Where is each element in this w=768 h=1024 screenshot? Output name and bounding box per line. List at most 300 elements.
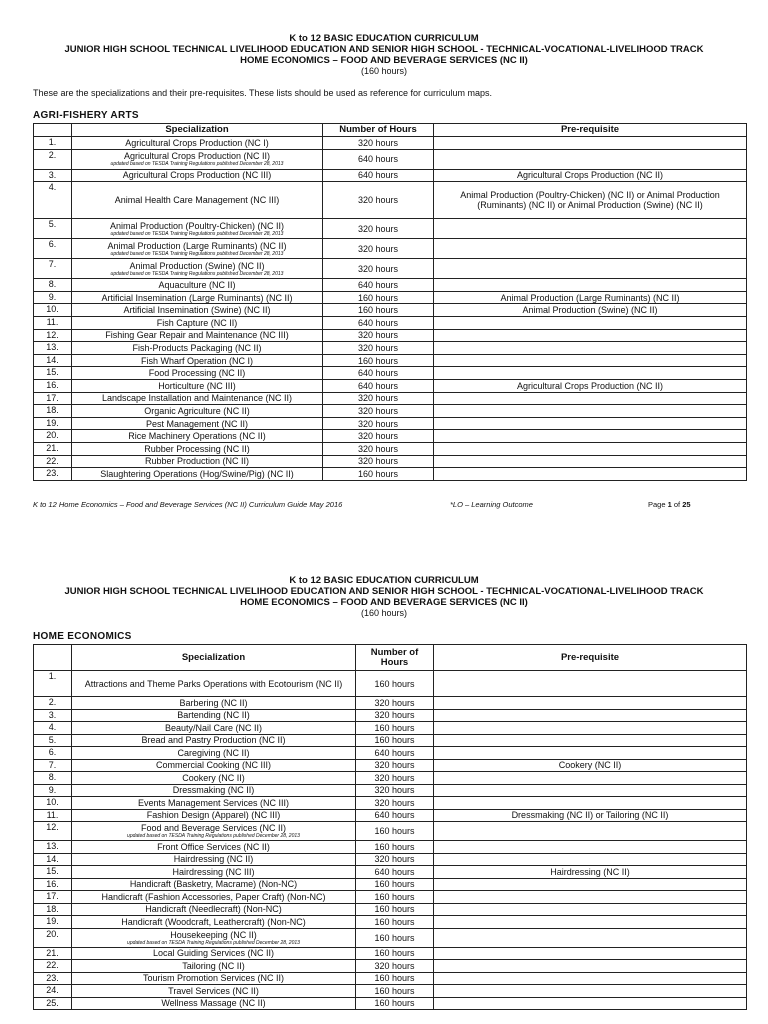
table-row <box>34 891 747 904</box>
prerequisite-cell <box>434 985 747 998</box>
prerequisite-cell <box>434 697 747 710</box>
row-number: 24. <box>34 985 72 998</box>
table-row <box>34 259 747 279</box>
prerequisite-cell: Agricultural Crops Production (NC II) <box>434 379 747 392</box>
prerequisite-cell <box>434 822 747 841</box>
specialization-cell <box>72 916 356 929</box>
specialization-cell <box>72 367 323 380</box>
specialization-name: Agricultural Crops Production (NC III) <box>122 170 272 181</box>
hours-cell: 160 hours <box>356 985 434 998</box>
hours-cell: 160 hours <box>356 947 434 960</box>
table-row <box>34 916 747 929</box>
specialization-name: Bartending (NC II) <box>177 710 250 721</box>
table-row <box>34 985 747 998</box>
specialization-cell <box>72 259 323 279</box>
prerequisite-cell <box>434 671 747 697</box>
hours-cell: 320 hours <box>356 772 434 785</box>
row-number: 3. <box>34 169 72 182</box>
specialization-cell <box>72 878 356 891</box>
table-row <box>34 772 747 785</box>
specialization-cell <box>72 797 356 810</box>
row-number: 19. <box>34 916 72 929</box>
hours-cell: 320 hours <box>323 239 434 259</box>
hours-cell: 320 hours <box>323 342 434 355</box>
hours-cell: 640 hours <box>323 149 434 169</box>
hours-cell: 320 hours <box>323 259 434 279</box>
table-row <box>34 430 747 443</box>
specialization-cell <box>72 149 323 169</box>
specialization-cell <box>72 405 323 418</box>
prerequisite-cell <box>434 878 747 891</box>
specialization-name: Pest Management (NC II) <box>145 418 249 429</box>
table-row <box>34 169 747 182</box>
update-note: updated based on TESDA Training Regulations published December 28, 2013 <box>127 833 300 839</box>
table-row <box>34 149 747 169</box>
row-number: 6. <box>34 239 72 259</box>
specialization-cell <box>72 759 356 772</box>
hours-cell: 320 hours <box>356 697 434 710</box>
header-line-1: K to 12 BASIC EDUCATION CURRICULUM <box>289 33 479 44</box>
table-row <box>34 329 747 342</box>
row-number: 10. <box>34 797 72 810</box>
header-line-2: JUNIOR HIGH SCHOOL TECHNICAL LIVELIHOOD EDUCATION AND SENIOR HIGH SCHOOL - TECHNICAL-VOCATIONAL-LIVELIHOOD TRACK <box>64 44 704 55</box>
prerequisite-cell: Animal Production (Large Ruminants) (NC II) <box>434 291 747 304</box>
specialization-cell <box>72 169 323 182</box>
table-row <box>34 822 747 841</box>
table-row <box>34 291 747 304</box>
table-row <box>34 734 747 747</box>
specialization-name: Commercial Cooking (NC III) <box>155 760 272 771</box>
specialization-name: Caregiving (NC II) <box>177 747 250 758</box>
row-number: 1. <box>34 671 72 697</box>
col-header-prerequisite: Pre-requisite <box>434 124 747 137</box>
prerequisite-cell <box>434 392 747 405</box>
prerequisite-cell <box>434 468 747 481</box>
of-word: of <box>671 500 683 509</box>
row-number: 6. <box>34 747 72 760</box>
prerequisite-cell <box>434 329 747 342</box>
hours-cell: 160 hours <box>356 916 434 929</box>
specialization-name: Agricultural Crops Production (NC I) <box>125 137 269 148</box>
prerequisite-cell <box>434 903 747 916</box>
row-number: 9. <box>34 784 72 797</box>
specialization-cell <box>72 809 356 822</box>
specialization-name: Animal Production (Swine) (NC II) <box>129 260 265 271</box>
prerequisite-cell <box>434 853 747 866</box>
specialization-cell <box>72 442 323 455</box>
specialization-name: Fashion Design (Apparel) (NC III) <box>146 810 281 821</box>
prerequisite-cell: Cookery (NC II) <box>434 759 747 772</box>
table-row <box>34 809 747 822</box>
header-line-1: K to 12 BASIC EDUCATION CURRICULUM <box>289 575 479 586</box>
specialization-name: Handicraft (Fashion Accessories, Paper Craft) (Non-NC) <box>101 891 326 902</box>
specialization-name: Slaughtering Operations (Hog/Swine/Pig) (NC II) <box>100 468 294 479</box>
prerequisite-cell <box>434 891 747 904</box>
col-header-hours: Number of Hours <box>323 124 434 137</box>
row-number: 9. <box>34 291 72 304</box>
specialization-name: Horticulture (NC III) <box>158 380 236 391</box>
specialization-name: Animal Production (Large Ruminants) (NC II) <box>107 240 287 251</box>
hours-cell: 160 hours <box>356 997 434 1010</box>
hours-cell: 320 hours <box>323 392 434 405</box>
section-title-agri: AGRI-FISHERY ARTS <box>33 110 139 121</box>
table-row <box>34 442 747 455</box>
col-header-prerequisite: Pre-requisite <box>434 645 747 671</box>
row-number: 11. <box>34 316 72 329</box>
specialization-name: Tourism Promotion Services (NC II) <box>142 973 285 984</box>
specialization-name: Handicraft (Basketry, Macrame) (Non-NC) <box>129 879 298 890</box>
table-row <box>34 455 747 468</box>
specialization-cell <box>72 329 323 342</box>
prerequisite-cell: Dressmaking (NC II) or Tailoring (NC II) <box>434 809 747 822</box>
hours-cell: 320 hours <box>356 709 434 722</box>
specialization-cell <box>72 841 356 854</box>
prerequisite-cell <box>434 797 747 810</box>
prerequisite-cell <box>434 354 747 367</box>
prerequisite-cell <box>434 722 747 735</box>
specialization-cell <box>72 891 356 904</box>
hours-cell: 640 hours <box>323 367 434 380</box>
specialization-name: Attractions and Theme Parks Operations with Ecotourism (NC II) <box>84 678 343 689</box>
home-table <box>33 644 747 1010</box>
hours-cell: 160 hours <box>323 291 434 304</box>
prerequisite-cell <box>434 430 747 443</box>
hours-cell: 320 hours <box>323 417 434 430</box>
specialization-cell <box>72 279 323 292</box>
prerequisite-cell <box>434 405 747 418</box>
specialization-name: Fish Wharf Operation (NC I) <box>140 355 254 366</box>
specialization-cell <box>72 903 356 916</box>
hours-cell: 320 hours <box>356 960 434 973</box>
hours-cell: 320 hours <box>323 329 434 342</box>
row-number: 23. <box>34 972 72 985</box>
specialization-cell <box>72 734 356 747</box>
prerequisite-cell <box>434 239 747 259</box>
row-number: 22. <box>34 455 72 468</box>
table-row <box>34 841 747 854</box>
specialization-name: Cookery (NC II) <box>182 772 245 783</box>
table-row <box>34 279 747 292</box>
hours-cell: 640 hours <box>323 379 434 392</box>
hours-cell: 640 hours <box>323 279 434 292</box>
prerequisite-cell <box>434 772 747 785</box>
specialization-cell <box>72 985 356 998</box>
hours-cell: 160 hours <box>323 354 434 367</box>
table-row <box>34 367 747 380</box>
specialization-name: Events Management Services (NC III) <box>137 797 290 808</box>
hours-cell: 160 hours <box>356 841 434 854</box>
hours-cell: 320 hours <box>323 137 434 150</box>
footer-lo-note: *LO – Learning Outcome <box>450 500 533 509</box>
specialization-cell <box>72 354 323 367</box>
specialization-cell <box>72 379 323 392</box>
prerequisite-cell <box>434 960 747 973</box>
hours-cell: 160 hours <box>323 468 434 481</box>
specialization-name: Handicraft (Woodcraft, Leathercraft) (Non-NC) <box>121 916 306 927</box>
prerequisite-cell <box>434 342 747 355</box>
prerequisite-cell <box>434 784 747 797</box>
row-number: 18. <box>34 405 72 418</box>
specialization-cell <box>72 430 323 443</box>
prerequisite-cell <box>434 149 747 169</box>
table-row <box>34 316 747 329</box>
row-number: 1. <box>34 137 72 150</box>
table-row <box>34 903 747 916</box>
row-number: 5. <box>34 734 72 747</box>
hours-cell: 160 hours <box>356 822 434 841</box>
specialization-name: Aquaculture (NC II) <box>158 279 236 290</box>
header-line-3: HOME ECONOMICS – FOOD AND BEVERAGE SERVICES (NC II) <box>240 597 528 608</box>
footer-guide: K to 12 Home Economics – Food and Beverage Services (NC II) Curriculum Guide May 2016 <box>33 500 343 509</box>
table-row <box>34 671 747 697</box>
hours-cell: 320 hours <box>323 219 434 239</box>
specialization-name: Handicraft (Needlecraft) (Non-NC) <box>145 904 282 915</box>
prerequisite-cell <box>434 997 747 1010</box>
prerequisite-cell <box>434 709 747 722</box>
prerequisite-cell <box>434 259 747 279</box>
row-number: 22. <box>34 960 72 973</box>
row-number: 3. <box>34 709 72 722</box>
row-number: 16. <box>34 379 72 392</box>
prerequisite-cell: Agricultural Crops Production (NC II) <box>434 169 747 182</box>
update-note: updated based on TESDA Training Regulations published December 28, 2013 <box>110 250 284 257</box>
specialization-name: Hairdressing (NC II) <box>173 854 254 865</box>
specialization-cell <box>72 747 356 760</box>
table-row <box>34 239 747 259</box>
row-number: 12. <box>34 822 72 841</box>
table-row <box>34 304 747 317</box>
specialization-name: Artificial Insemination (Large Ruminants) (NC II) <box>101 292 293 303</box>
prerequisite-cell: Hairdressing (NC II) <box>434 866 747 879</box>
table-row <box>34 219 747 239</box>
table-row <box>34 379 747 392</box>
specialization-name: Food Processing (NC II) <box>148 368 246 379</box>
prerequisite-cell <box>434 734 747 747</box>
table-row <box>34 697 747 710</box>
specialization-name: Fishing Gear Repair and Maintenance (NC III) <box>105 330 289 341</box>
row-number: 10. <box>34 304 72 317</box>
hours-cell: 160 hours <box>356 671 434 697</box>
prerequisite-cell <box>434 442 747 455</box>
specialization-name: Animal Health Care Management (NC III) <box>114 195 280 206</box>
specialization-cell <box>72 671 356 697</box>
header-line-3: HOME ECONOMICS – FOOD AND BEVERAGE SERVICES (NC II) <box>240 55 528 66</box>
table-row <box>34 947 747 960</box>
row-number: 13. <box>34 841 72 854</box>
prerequisite-cell <box>434 928 747 947</box>
hours-cell: 320 hours <box>356 853 434 866</box>
hours-cell: 160 hours <box>356 734 434 747</box>
prerequisite-cell <box>434 137 747 150</box>
row-number: 4. <box>34 722 72 735</box>
specialization-cell <box>72 866 356 879</box>
hours-cell: 160 hours <box>323 304 434 317</box>
specialization-name: Rubber Production (NC II) <box>144 456 250 467</box>
table-row <box>34 392 747 405</box>
specialization-name: Local Guiding Services (NC II) <box>152 948 275 959</box>
row-number: 8. <box>34 279 72 292</box>
row-number: 18. <box>34 903 72 916</box>
col-header-num <box>34 124 72 137</box>
specialization-cell <box>72 928 356 947</box>
hours-cell: 160 hours <box>356 903 434 916</box>
specialization-cell <box>72 997 356 1010</box>
row-number: 21. <box>34 947 72 960</box>
row-number: 5. <box>34 219 72 239</box>
table-row <box>34 878 747 891</box>
prerequisite-cell <box>434 916 747 929</box>
specialization-cell <box>72 972 356 985</box>
row-number: 2. <box>34 697 72 710</box>
prerequisite-cell <box>434 417 747 430</box>
table-row <box>34 417 747 430</box>
specialization-name: Tailoring (NC II) <box>182 960 245 971</box>
row-number: 23. <box>34 468 72 481</box>
update-note: updated based on TESDA Training Regulations published December 28, 2013 <box>127 939 300 946</box>
specialization-name: Front Office Services (NC II) <box>157 841 270 852</box>
specialization-cell <box>72 392 323 405</box>
hours-cell: 160 hours <box>356 891 434 904</box>
prerequisite-cell <box>434 972 747 985</box>
prerequisite-cell: Animal Production (Poultry-Chicken) (NC II) or Animal Production (Ruminants) (NC II) or Animal Production (Swine) (NC II) <box>434 182 747 219</box>
specialization-cell <box>72 342 323 355</box>
specialization-name: Landscape Installation and Maintenance (NC II) <box>101 393 293 404</box>
table-row <box>34 797 747 810</box>
row-number: 11. <box>34 809 72 822</box>
specialization-name: Agricultural Crops Production (NC II) <box>123 151 271 162</box>
row-number: 25. <box>34 997 72 1010</box>
specialization-name: Beauty/Nail Care (NC II) <box>164 722 263 733</box>
specialization-cell <box>72 468 323 481</box>
specialization-name: Fish-Products Packaging (NC II) <box>132 342 262 353</box>
row-number: 13. <box>34 342 72 355</box>
hours-cell: 640 hours <box>323 316 434 329</box>
row-number: 14. <box>34 853 72 866</box>
specialization-cell <box>72 137 323 150</box>
table-row <box>34 928 747 947</box>
specialization-cell <box>72 960 356 973</box>
hours-cell: 640 hours <box>356 866 434 879</box>
specialization-name: Travel Services (NC II) <box>168 985 259 996</box>
prerequisite-cell <box>434 841 747 854</box>
header-line-2: JUNIOR HIGH SCHOOL TECHNICAL LIVELIHOOD EDUCATION AND SENIOR HIGH SCHOOL - TECHNICAL-VOCATIONAL-LIVELIHOOD TRACK <box>64 586 704 597</box>
row-number: 21. <box>34 442 72 455</box>
row-number: 8. <box>34 772 72 785</box>
prerequisite-cell <box>434 747 747 760</box>
page-total: 25 <box>682 500 691 509</box>
hours-cell: 640 hours <box>356 747 434 760</box>
intro-text: These are the specializations and their pre-requisites. These lists should be used as reference for curriculum maps. <box>33 88 493 98</box>
hours-cell: 160 hours <box>356 972 434 985</box>
row-number: 19. <box>34 417 72 430</box>
hours-cell: 640 hours <box>323 169 434 182</box>
specialization-cell <box>72 772 356 785</box>
table-row <box>34 759 747 772</box>
header-hours: (160 hours) <box>360 608 408 618</box>
table-row <box>34 405 747 418</box>
row-number: 16. <box>34 878 72 891</box>
specialization-cell <box>72 784 356 797</box>
table-row <box>34 722 747 735</box>
hours-cell: 640 hours <box>356 809 434 822</box>
prerequisite-cell <box>434 455 747 468</box>
specialization-name: Wellness Massage (NC II) <box>161 998 266 1009</box>
col-header-specialization: Specialization <box>72 645 356 671</box>
prerequisite-cell <box>434 219 747 239</box>
row-number: 15. <box>34 367 72 380</box>
table-row <box>34 972 747 985</box>
prerequisite-cell: Animal Production (Swine) (NC II) <box>434 304 747 317</box>
table-row <box>34 137 747 150</box>
specialization-name: Barbering (NC II) <box>179 697 248 708</box>
prerequisite-cell <box>434 279 747 292</box>
col-header-hours: Number of Hours <box>356 645 434 671</box>
row-number: 15. <box>34 866 72 879</box>
specialization-cell <box>72 853 356 866</box>
table-row <box>34 997 747 1010</box>
table-row <box>34 709 747 722</box>
row-number: 14. <box>34 354 72 367</box>
row-number: 20. <box>34 928 72 947</box>
hours-cell: 320 hours <box>356 759 434 772</box>
specialization-name: Organic Agriculture (NC II) <box>144 405 250 416</box>
table-row <box>34 960 747 973</box>
specialization-name: Hairdressing (NC III) <box>172 866 255 877</box>
row-number: 17. <box>34 891 72 904</box>
specialization-cell <box>72 455 323 468</box>
table-row <box>34 747 747 760</box>
hours-cell: 320 hours <box>323 430 434 443</box>
col-header-num <box>34 645 72 671</box>
hours-cell: 320 hours <box>356 784 434 797</box>
table-row <box>34 784 747 797</box>
specialization-name: Food and Beverage Services (NC II) <box>140 823 287 833</box>
prerequisite-cell <box>434 316 747 329</box>
hours-cell: 320 hours <box>323 455 434 468</box>
agri-table <box>33 123 747 481</box>
table-row <box>34 182 747 219</box>
table-row <box>34 354 747 367</box>
row-number: 7. <box>34 759 72 772</box>
document-header-2 <box>0 575 768 619</box>
specialization-name: Rubber Processing (NC II) <box>144 443 250 454</box>
row-number: 17. <box>34 392 72 405</box>
specialization-name: Artificial Insemination (Swine) (NC II) <box>123 305 271 316</box>
specialization-cell <box>72 947 356 960</box>
row-number: 2. <box>34 149 72 169</box>
prerequisite-cell <box>434 367 747 380</box>
prerequisite-cell <box>434 947 747 960</box>
row-number: 20. <box>34 430 72 443</box>
specialization-cell <box>72 697 356 710</box>
row-number: 7. <box>34 259 72 279</box>
col-header-specialization: Specialization <box>72 124 323 137</box>
specialization-cell <box>72 182 323 219</box>
page-number <box>648 500 691 509</box>
specialization-cell <box>72 316 323 329</box>
specialization-cell <box>72 822 356 841</box>
hours-cell: 160 hours <box>356 928 434 947</box>
hours-cell: 320 hours <box>356 797 434 810</box>
hours-cell: 160 hours <box>356 722 434 735</box>
specialization-cell <box>72 291 323 304</box>
header-hours: (160 hours) <box>360 66 408 76</box>
row-number: 4. <box>34 182 72 219</box>
specialization-name: Fish Capture (NC II) <box>156 317 238 328</box>
specialization-cell <box>72 304 323 317</box>
specialization-name: Rice Machinery Operations (NC II) <box>128 431 266 442</box>
table-row <box>34 866 747 879</box>
